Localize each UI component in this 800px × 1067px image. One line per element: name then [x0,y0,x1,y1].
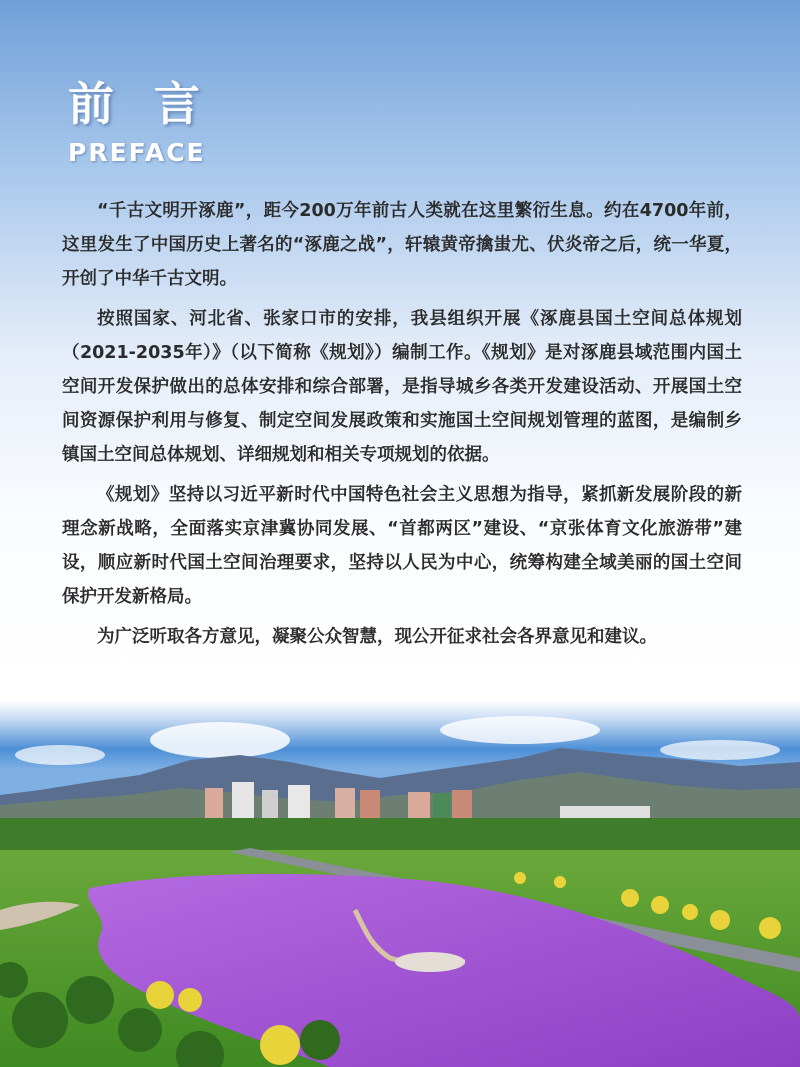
paragraph-2: 按照国家、河北省、张家口市的安排，我县组织开展《涿鹿县国土空间总体规划（2021-2035年）》（以下简称《规划》）编制工作。《规划》是对涿鹿县域范围内国土空间开发保护做出的总体安排和综合部署，是指导城乡各类开发建设活动、开展国土空间资源保护利用与修复、制定空间发展政策和实施国土空间规划管理的蓝图，是编制乡镇国土空间总体规划、详细规划和相关专项规划的依据。 [62,309,742,465]
cloud [15,745,105,765]
cloud [440,716,600,744]
landscape-photo [0,700,800,1067]
page-header [68,78,240,167]
paragraph-1: “千古文明开涿鹿”，距今200万年前古人类就在这里繁衍生息。约在4700年前，这里发生了中国历史上著名的“涿鹿之战”，轩辕黄帝擒蚩尤、伏炎帝之后，统一华夏，开创了中华千古文明。 [62,201,742,289]
paragraph-3: 《规划》坚持以习近平新时代中国特色社会主义思想为指导，紧抓新发展阶段的新理念新战略，全面落实京津冀协同发展、“首都两区”建设、“京张体育文化旅游带”建设，顺应新时代国土空间治理要求，坚持以人民为中心，统筹构建全域美丽的国土空间保护开发新格局。 [62,485,742,607]
landscape-illustration [0,700,800,1067]
cloud [150,722,290,758]
page-subtitle-english: PREFACE [68,138,206,167]
plaza [395,952,465,972]
page-title: 前言 [68,77,240,131]
paragraph-4: 为广泛听取各方意见，凝聚公众智慧，现公开征求社会各界意见和建议。 [97,627,657,647]
cloud [660,740,780,760]
preface-body [62,194,742,660]
